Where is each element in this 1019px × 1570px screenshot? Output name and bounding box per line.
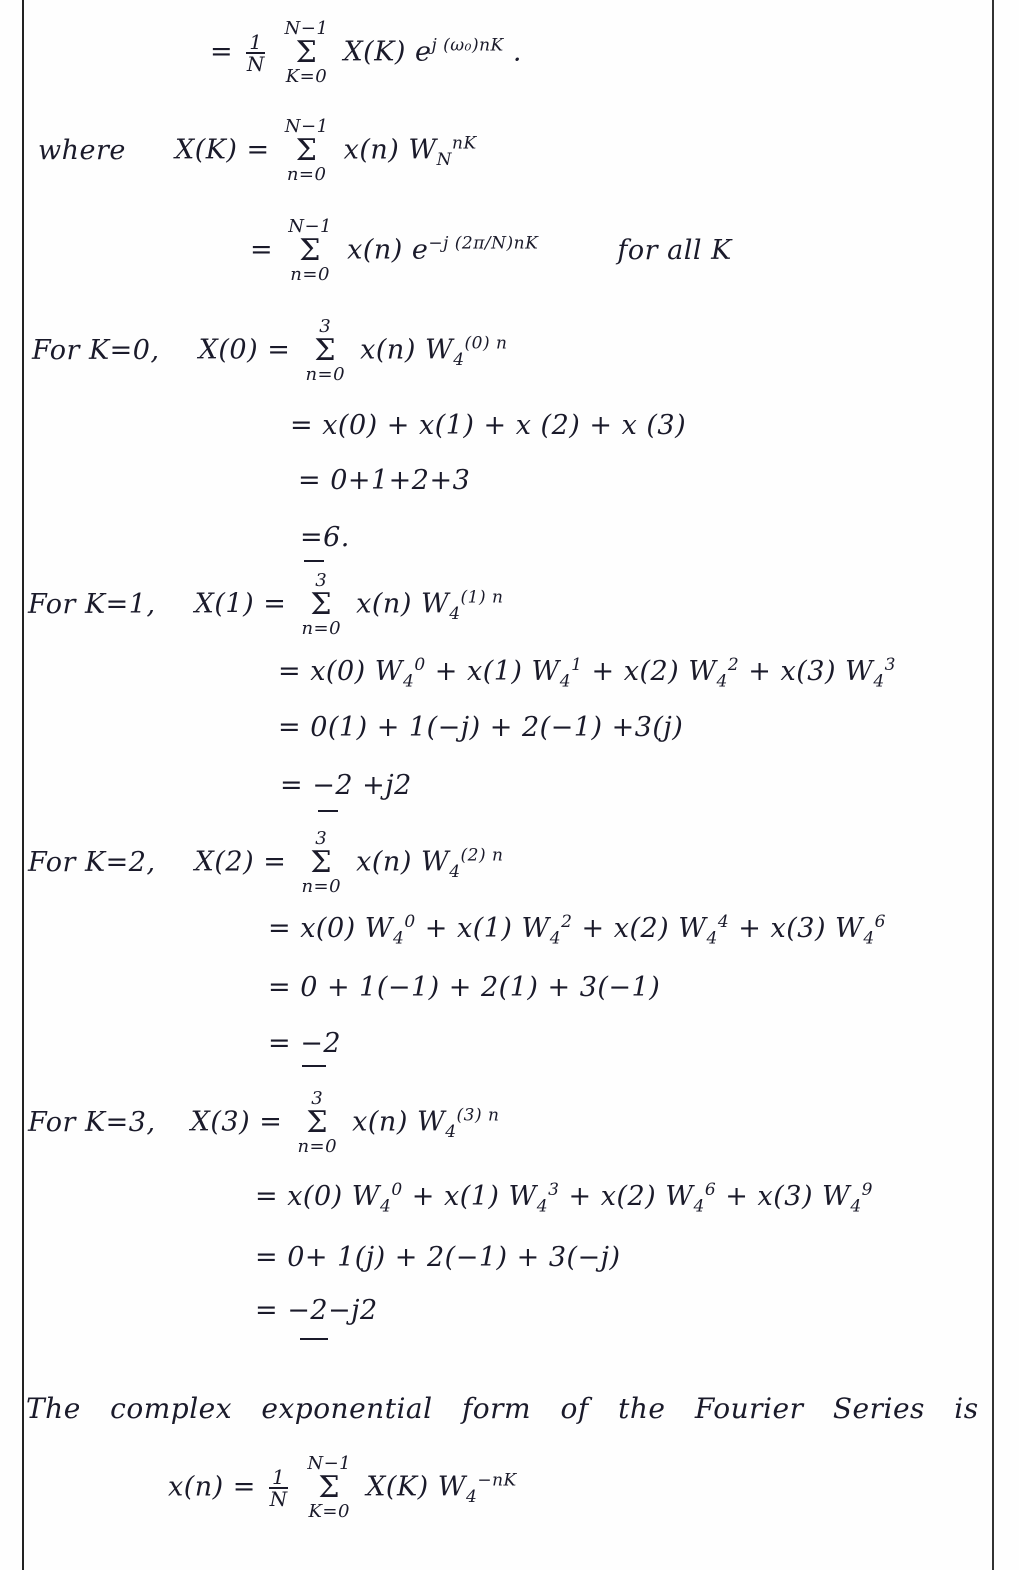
equation-line bbox=[268, 972, 660, 1003]
equation-dft-exponential bbox=[250, 218, 732, 284]
exponent: nK bbox=[452, 133, 477, 154]
subscript: 4 bbox=[449, 603, 461, 624]
term: x(n) e bbox=[347, 234, 429, 266]
sum-upper-limit: N−1 bbox=[284, 18, 329, 39]
underline bbox=[300, 1338, 328, 1340]
sum-upper-limit: 3 bbox=[315, 570, 328, 591]
sum-upper-limit: 3 bbox=[311, 1088, 324, 1109]
expansion-k1 bbox=[278, 655, 896, 691]
subscript: 4 bbox=[706, 928, 718, 949]
expansion-k3 bbox=[255, 1180, 873, 1216]
equation-k0 bbox=[32, 318, 507, 384]
term: x(n) W bbox=[360, 334, 454, 366]
exponent: 3 bbox=[884, 655, 896, 675]
term: + x(2) W bbox=[591, 656, 717, 687]
summation bbox=[307, 1455, 351, 1521]
result: = −2−j2 bbox=[255, 1295, 378, 1326]
subscript: 4 bbox=[850, 1196, 862, 1217]
underline bbox=[304, 560, 324, 562]
fraction bbox=[246, 32, 265, 74]
sum-lower-limit: n=0 bbox=[286, 164, 327, 185]
summation bbox=[297, 1090, 337, 1156]
lhs: X(2) = bbox=[194, 846, 287, 878]
lhs: X(3) = bbox=[190, 1106, 283, 1138]
term: = x(0) W bbox=[268, 913, 394, 944]
sigma-symbol: Σ bbox=[299, 233, 321, 268]
sum-upper-limit: 3 bbox=[319, 316, 332, 337]
sum-lower-limit: n=0 bbox=[305, 364, 346, 385]
expression: = 0(1) + 1(−j) + 2(−1) +3(j) bbox=[278, 712, 684, 743]
sum-upper-limit: N−1 bbox=[284, 116, 329, 137]
subscript: 4 bbox=[466, 1486, 478, 1507]
equation-inverse-dft bbox=[168, 1455, 517, 1521]
result-line bbox=[300, 522, 350, 553]
underline bbox=[302, 1065, 326, 1067]
sigma-symbol: Σ bbox=[306, 1105, 329, 1140]
case-label: For K=1, bbox=[28, 588, 156, 620]
term: X(K) W bbox=[366, 1471, 466, 1503]
equals-sign: = bbox=[250, 234, 274, 266]
sum-upper-limit: 3 bbox=[315, 828, 328, 849]
expression: = 0+ 1(j) + 2(−1) + 3(−j) bbox=[255, 1242, 621, 1273]
expression: = x(0) + x(1) + x (2) + x (3) bbox=[290, 410, 687, 441]
summation bbox=[285, 118, 329, 184]
term: x(n) W bbox=[356, 588, 450, 620]
equation-line bbox=[255, 1242, 621, 1273]
subscript: 4 bbox=[453, 349, 465, 370]
term: X(K) e bbox=[343, 36, 432, 68]
fourier-series-sentence bbox=[26, 1392, 979, 1425]
equation-k2 bbox=[28, 830, 503, 896]
exponent: 6 bbox=[704, 1180, 717, 1200]
term: + x(1) W bbox=[411, 1181, 537, 1212]
result: =6. bbox=[300, 522, 350, 553]
fraction-numerator: 1 bbox=[269, 1467, 288, 1489]
term: + x(1) W bbox=[424, 913, 550, 944]
sigma-symbol: Σ bbox=[295, 35, 318, 70]
lhs: X(0) = bbox=[198, 334, 291, 366]
term: + x(3) W bbox=[748, 656, 874, 687]
exponent: 9 bbox=[861, 1180, 873, 1200]
fraction bbox=[269, 1467, 288, 1509]
subscript: 4 bbox=[873, 671, 885, 692]
sum-lower-limit: n=0 bbox=[290, 264, 330, 285]
lhs: X(1) = bbox=[194, 588, 287, 620]
subscript: 4 bbox=[536, 1196, 549, 1217]
case-label: For K=0, bbox=[32, 334, 160, 366]
where-label: where bbox=[38, 134, 126, 166]
period: . bbox=[512, 36, 522, 68]
sigma-symbol: Σ bbox=[295, 133, 318, 168]
for-all-k-note: for all K bbox=[617, 234, 732, 266]
result: = −2 bbox=[268, 1028, 342, 1059]
exponent: 0 bbox=[404, 912, 416, 932]
result: = −2 +j2 bbox=[280, 770, 412, 801]
result-line bbox=[268, 1028, 341, 1059]
expansion-k2 bbox=[268, 912, 886, 948]
exponent: (0) n bbox=[464, 333, 508, 354]
equation-line bbox=[298, 465, 470, 496]
summation bbox=[288, 218, 332, 284]
term: x(n) W bbox=[352, 1106, 446, 1138]
term: = x(0) W bbox=[255, 1181, 381, 1212]
summation bbox=[301, 830, 341, 896]
term: + x(3) W bbox=[738, 913, 864, 944]
exponent: 6 bbox=[874, 912, 886, 932]
term: = x(0) W bbox=[278, 656, 404, 687]
sum-upper-limit: N−1 bbox=[288, 216, 333, 237]
fraction-denominator: N bbox=[246, 52, 265, 76]
sigma-symbol: Σ bbox=[310, 587, 333, 622]
subscript: 4 bbox=[403, 671, 415, 692]
equation-line bbox=[278, 712, 683, 743]
exponent: (2) n bbox=[460, 845, 504, 866]
sigma-symbol: Σ bbox=[318, 1470, 341, 1505]
term: + x(1) W bbox=[434, 656, 560, 687]
subscript: N bbox=[436, 149, 453, 170]
exponent: (3) n bbox=[456, 1105, 500, 1126]
subscript: 4 bbox=[863, 928, 875, 949]
case-label: For K=2, bbox=[28, 846, 156, 878]
exponent: (1) n bbox=[460, 587, 504, 608]
equation-k3 bbox=[28, 1090, 499, 1156]
subscript: 4 bbox=[693, 1196, 705, 1217]
sum-lower-limit: K=0 bbox=[285, 66, 328, 87]
exponent: 3 bbox=[548, 1180, 560, 1200]
term: + x(2) W bbox=[568, 1181, 694, 1212]
sum-lower-limit: K=0 bbox=[308, 1501, 350, 1522]
result-line bbox=[255, 1295, 378, 1326]
exponent: −j (2π/N)nK bbox=[428, 233, 539, 254]
lhs: x(n) = bbox=[168, 1471, 256, 1503]
subscript: 4 bbox=[549, 928, 562, 949]
left-margin-line bbox=[22, 0, 24, 1570]
equation-dft-definition bbox=[38, 118, 477, 184]
equation-k1 bbox=[28, 572, 503, 638]
exponent: 4 bbox=[717, 912, 730, 932]
underline bbox=[318, 810, 338, 812]
case-label: For K=3, bbox=[28, 1106, 156, 1138]
subscript: 4 bbox=[380, 1196, 392, 1217]
expression: = 0 + 1(−1) + 2(1) + 3(−1) bbox=[268, 972, 661, 1003]
summation bbox=[305, 318, 345, 384]
term: + x(2) W bbox=[581, 913, 707, 944]
term: x(n) W bbox=[343, 134, 437, 166]
fraction-numerator: 1 bbox=[246, 32, 265, 54]
fraction-denominator: N bbox=[269, 1487, 288, 1511]
expression: = 0+1+2+3 bbox=[298, 465, 471, 496]
subscript: 4 bbox=[716, 671, 728, 692]
subscript: 4 bbox=[559, 671, 572, 692]
exponent: j (ω₀)nK bbox=[431, 35, 504, 56]
sum-lower-limit: n=0 bbox=[297, 1136, 338, 1157]
result-line bbox=[280, 770, 412, 801]
sigma-symbol: Σ bbox=[310, 845, 333, 880]
sum-lower-limit: n=0 bbox=[301, 618, 342, 639]
term: + x(3) W bbox=[725, 1181, 851, 1212]
subscript: 4 bbox=[449, 861, 461, 882]
exponent: 2 bbox=[561, 912, 573, 932]
summation bbox=[285, 20, 329, 86]
sum-lower-limit: n=0 bbox=[301, 876, 342, 897]
equation-idft bbox=[210, 20, 522, 86]
exponent: 0 bbox=[414, 655, 426, 675]
term: x(n) W bbox=[356, 846, 450, 878]
lhs: X(K) = bbox=[174, 134, 270, 166]
sum-upper-limit: N−1 bbox=[307, 1453, 352, 1474]
sigma-symbol: Σ bbox=[314, 333, 337, 368]
sentence: The complex exponential form of the Fourier Series is bbox=[26, 1392, 979, 1425]
exponent: 0 bbox=[391, 1180, 403, 1200]
subscript: 4 bbox=[445, 1121, 457, 1142]
exponent: 1 bbox=[571, 655, 583, 675]
equals-sign: = bbox=[210, 36, 234, 68]
exponent: −nK bbox=[477, 1470, 517, 1491]
subscript: 4 bbox=[393, 928, 405, 949]
summation bbox=[301, 572, 341, 638]
equation-line bbox=[290, 410, 686, 441]
right-border-line bbox=[992, 0, 994, 1570]
exponent: 2 bbox=[727, 655, 740, 675]
